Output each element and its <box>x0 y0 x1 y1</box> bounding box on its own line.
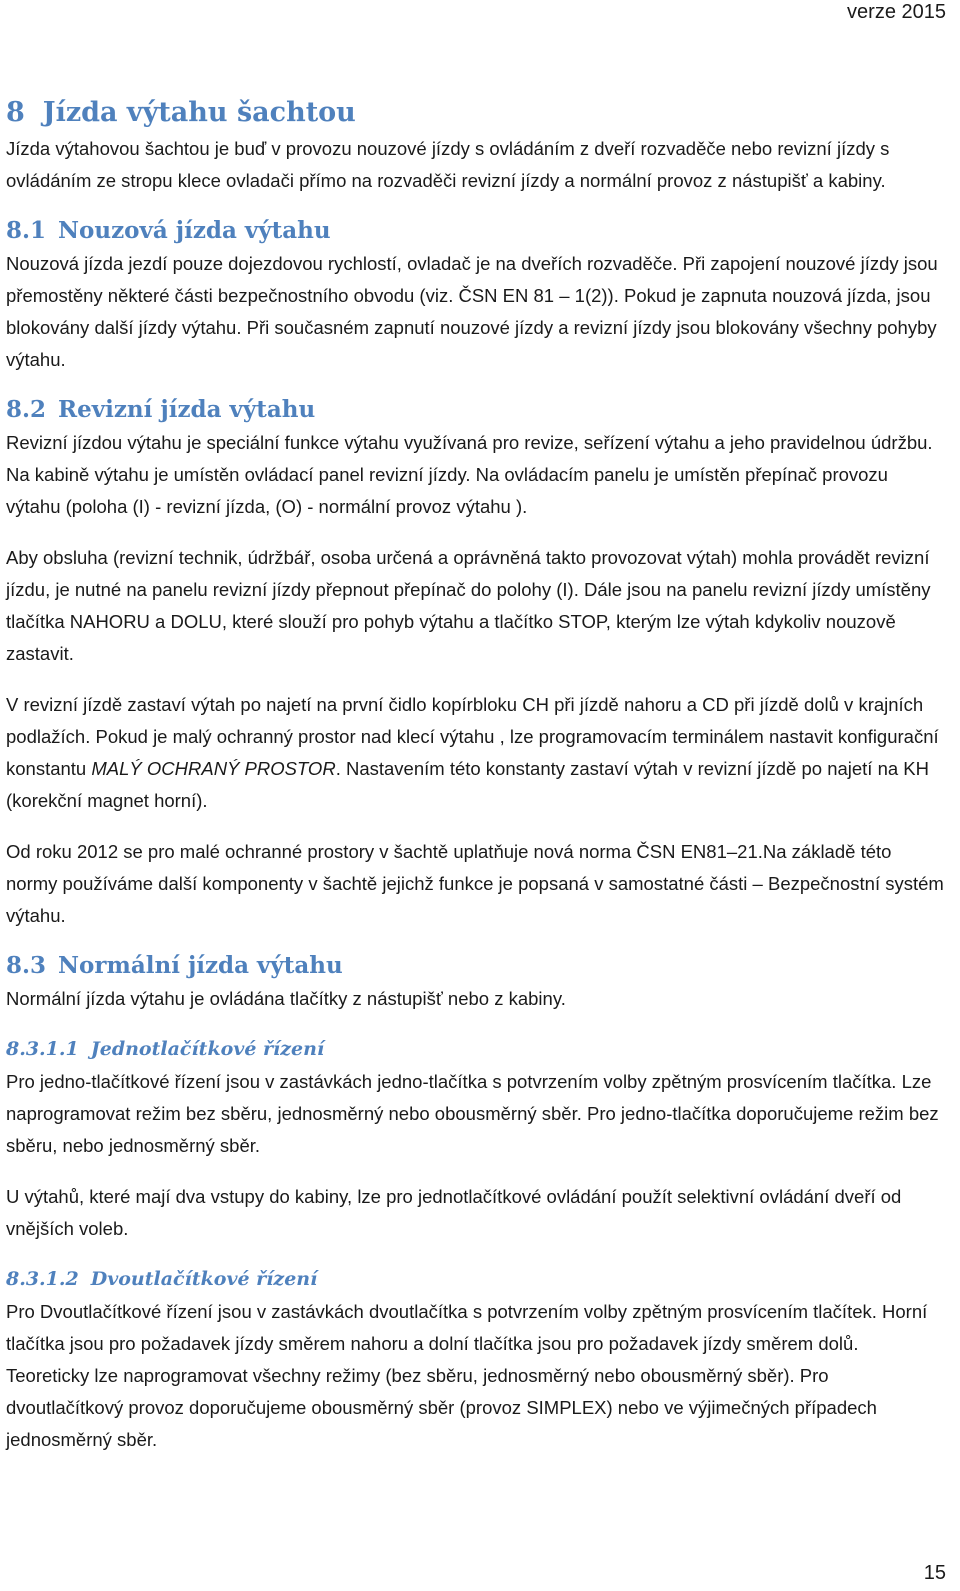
section-title: Nouzová jízda výtahu <box>58 217 331 244</box>
document-body <box>6 96 946 1456</box>
section-8-2-paragraph-4: Od roku 2012 se pro malé ochranné prostory v šachtě uplatňuje nová norma ČSN EN81–21.Na základě této normy používáme další komponenty v šachtě jejichž funkce je popsaná v samostatné části – Bezpečnostní systém výtahu. <box>6 841 944 926</box>
section-number: 8.1 <box>6 217 47 244</box>
page-number: 15 <box>923 1562 946 1584</box>
section-heading-8-3 <box>6 951 946 981</box>
section-number: 8.3 <box>6 952 47 979</box>
section-8-intro: Jízda výtahovou šachtou je buď v provozu nouzové jízdy s ovládáním z dveří rozvaděče nebo revizní jízdy s ovládáním ze stropu klece ovladači přímo na rozvaděči revizní jízdy a normální provoz z nástupišť a kabiny. <box>6 138 890 191</box>
section-number: 8 <box>6 97 25 128</box>
paragraph-text: V revizní jízdě zastaví výtah po najetí na první čidlo kopírbloku CH při jízdě nahoru a CD při jízdě dolů v krajních podlažích. Pokud je malý ochranný prostor nad klecí výtahu , lze programovacím terminálem nastavit konfigurační konstantu <box>6 694 939 779</box>
section-heading-8-2 <box>6 395 946 425</box>
section-8-1-text: Nouzová jízda jezdí pouze dojezdovou rychlostí, ovladač je na dveřích rozvaděče. Při zapojení nouzové jízdy jsou přemostěny některé části bezpečnostního obvodu (viz. ČSN EN 81 – 1(2)). Pokud je zapnuta nouzová jízda, jsou blokovány další jízdy výtahu. Při současném zapnutí nouzové jízdy a revizní jízdy jsou blokovány všechny pohyby výtahu. <box>6 253 938 370</box>
section-heading-8 <box>6 96 946 130</box>
paragraph-text: . Nastavením této konstanty zastaví výtah v revizní jízdě po najetí na KH (korekční magnet horní). <box>6 758 930 811</box>
section-title: Dvoutlačítkové řízení <box>90 1268 318 1290</box>
section-8-2-paragraph-3 <box>6 689 946 817</box>
section-title: Jednotlačítkové řízení <box>90 1038 325 1060</box>
section-heading-8-3-1-1 <box>6 1036 946 1062</box>
section-8-2-paragraph-1: Revizní jízdou výtahu je speciální funkce výtahu využívaná pro revize, seřízení výtahu a jeho pravidelnou údržbu. Na kabině výtahu je umístěn ovládací panel revizní jízdy. Na ovládacím panelu je umístěn přepínač provozu výtahu (poloha (I) - revizní jízda, (O) - normální provoz výtahu ). <box>6 432 933 517</box>
section-8-2-paragraph-2: Aby obsluha (revizní technik, údržbář, osoba určená a oprávněná takto provozovat výtah) mohla provádět revizní jízdu, je nutné na panelu revizní jízdy přepnout přepínač do polohy (I). Dále jsou na panelu revizní jízdy umístěny tlačítka NAHORU a DOLU, které slouží pro pohyb výtahu a tlačítko STOP, kterým lze výtah kdykoliv nouzově zastavit. <box>6 547 931 664</box>
section-8-3-1-1-paragraph-2: U výtahů, které mají dva vstupy do kabiny, lze pro jednotlačítkové ovládání použít selektivní ovládání dveří od vnějších voleb. <box>6 1186 902 1239</box>
section-number: 8.3.1.2 <box>6 1268 79 1290</box>
section-number: 8.2 <box>6 396 47 423</box>
section-8-3-1-1-paragraph-1: Pro jedno-tlačítkové řízení jsou v zastávkách jedno-tlačítka s potvrzením volby zpětným prosvícením tlačítka. Lze naprogramovat režim bez sběru, jednosměrný nebo obousměrný sběr. Pro jedno-tlačítka doporučujeme režim bez sběru, nebo jednosměrný sběr. <box>6 1071 939 1156</box>
section-8-3-1-2-paragraph-1: Pro Dvoutlačítkové řízení jsou v zastávkách dvoutlačítka s potvrzením volby zpětným prosvícením tlačítek. Horní tlačítka jsou pro požadavek jízdy směrem nahoru a dolní tlačítka jsou pro požadavek jízdy směrem dolů. Teoreticky lze naprogramovat všechny režimy (bez sběru, jednosměrný nebo obousměrný sběr). Pro dvoutlačítkový provoz doporučujeme obousměrný sběr (provoz SIMPLEX) nebo ve výjimečných případech jednosměrný sběr. <box>6 1301 928 1450</box>
section-number: 8.3.1.1 <box>6 1038 79 1060</box>
page-version: verze 2015 <box>847 1 946 23</box>
constant-name: MALÝ OCHRANÝ PROSTOR <box>91 758 336 779</box>
section-8-3-text: Normální jízda výtahu je ovládána tlačítky z nástupišť nebo z kabiny. <box>6 988 566 1009</box>
section-title: Normální jízda výtahu <box>58 952 343 979</box>
section-title: Jízda výtahu šachtou <box>42 97 356 128</box>
section-heading-8-1 <box>6 216 946 246</box>
section-title: Revizní jízda výtahu <box>58 396 316 423</box>
section-heading-8-3-1-2 <box>6 1266 946 1292</box>
